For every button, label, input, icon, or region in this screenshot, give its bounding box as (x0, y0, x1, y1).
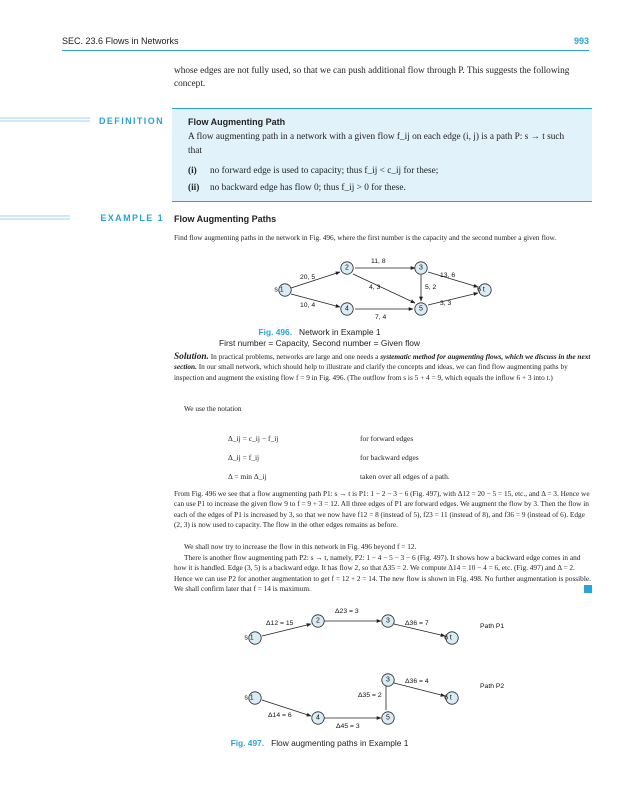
fig496-caption (0, 327, 639, 349)
definition-item-2-text: no backward edge has flow 0; thus f_ij > 0 for these. (210, 183, 406, 193)
example-title: Flow Augmenting Paths (174, 214, 277, 224)
notation-desc: taken over all edges of a path. (360, 472, 450, 481)
fig497-p1-node-3-label: 3 (386, 617, 390, 625)
fig496-edge-1-4 (291, 294, 340, 307)
end-of-proof-square (584, 585, 592, 593)
definition-item-1-num: (i) (188, 166, 197, 176)
fig497-p1-node-2-label: 2 (316, 617, 320, 625)
solution-paragraph-4: There is another flow augmenting path P2: s → t, namely, P2: 1 − 4 − 5 − 3 − 6 (Fig. 497). It shows how a backward edge comes in and how it is handled. Edge (3, 5) is a backward edge. It has flow 2, so that Δ35 = 2. We compute Δ14 = 10 − 4 = 6, etc. (Fig. 497) and Δ = 2. Hence we can use P2 for another augmentation to get f = 12 + 2 = 14. The new flow is shown in Fig. 498. No further augmentation is possible. We shall confirm later that f = 14 is maximum. (174, 553, 591, 594)
fig496-edge-1-2 (291, 272, 340, 288)
solution-paragraph-2: From Fig. 496 we see that a flow augmenting path P1: s → t is P1: 1 − 2 − 3 − 6 (Fig. 497), with Δ12 = 20 − 5 = 15, etc., and Δ = 3. Hence we can use P1 to increase the given flow 9 to f = 9 + 3 = 12. All three edges of P1 are forward edges. We augment the flow by 3. Then the flow in each of the edges of P1 is increased by 3, so that we now have f12 = 8 (instead of 5), f23 = 11 (instead of 8), and f36 = 9 (instead of 6). Edge (2, 3) is now used to capacity. The flow in the other edges remains as before. (174, 489, 590, 530)
definition-item-1-text: no forward edge is used to capacity; thus f_ij < c_ij for these; (210, 166, 439, 176)
fig497-p1-node-6-label: 6 t (444, 634, 452, 642)
intro-paragraph: whose edges are not fully used, so that we can push additional flow through P. This suggests the following concept. (174, 66, 570, 89)
fig496-label-2-3: 11, 8 (371, 258, 386, 265)
fig496-edge-5-6 (428, 293, 478, 305)
notation-eq: Δ = min Δ_ij (228, 472, 267, 481)
solution-label: Solution. (174, 352, 209, 362)
definition-label: DEFINITION (99, 116, 164, 126)
notation-desc: for forward edges (360, 434, 414, 443)
fig497-p1-node-1-label: s 1 (244, 634, 254, 642)
fig496-label-4-5: 7, 4 (375, 314, 387, 321)
notation-intro: We use the notation (184, 404, 242, 413)
fig496-node-6-label: 6 t (477, 286, 485, 294)
fig497-p2-node-5-label: 5 (386, 714, 390, 722)
fig497-caption (0, 738, 639, 749)
solution-lead-emphasis: systematic method for augmenting flows, which we discuss in the next section. (174, 352, 591, 372)
fig497-p2-label-3-5: Δ35 = 2 (358, 692, 382, 699)
fig497-p1-name: Path P1 (480, 623, 505, 630)
fig496-label-3-5: 5, 2 (425, 284, 437, 291)
fig497-p1-label-1-2: Δ12 = 15 (266, 620, 294, 627)
fig496-node-5-label: 5 (419, 305, 423, 313)
fig497-p2-label-4-5: Δ45 = 3 (336, 723, 360, 730)
fig497-p1-label-3-6: Δ36 = 7 (405, 620, 429, 627)
notation-eq: Δ_ij = c_ij − f_ij (228, 434, 279, 443)
definition-item-2-num: (ii) (188, 183, 200, 193)
fig496-label-5-6: 3, 3 (440, 300, 452, 307)
fig497-p2-node-6-label: 6 t (444, 694, 452, 702)
fig497-caption-title: Flow augmenting paths in Example 1 (271, 738, 409, 748)
fig496-node-4-label: 4 (345, 305, 349, 313)
notation-table (228, 429, 450, 486)
running-head: SEC. 23.6 Flows in Networks (62, 36, 179, 46)
notation-row (228, 448, 450, 467)
fig497-p2-name: Path P2 (480, 683, 505, 690)
page-number: 993 (573, 36, 589, 46)
definition-text: A flow augmenting path in a network with a given flow f_ij on each edge (i, j) is a path P: s → t such that (188, 132, 565, 156)
fig496-caption-title: Network in Example 1 (299, 327, 381, 337)
solution-paragraph-1 (174, 352, 592, 383)
notation-eq: Δ_ij = f_ij (228, 453, 260, 462)
solution-para1-rest: In our small network, which should help to illustrate and clarify the concepts and ideas, we can find flow augmenting paths by inspection and augment the existing flow f = 9 in Fig. 496. (The outflow from s is 5 + 4 = 9, which equals the inflow 6 + 3 into t.) (174, 362, 568, 382)
fig496-caption-label: Fig. 496. (258, 327, 293, 337)
fig496-label-1-4: 10, 4 (300, 302, 316, 309)
example-problem: Find flow augmenting paths in the network in Fig. 496, where the first number is the capacity and the second number a given flow. (174, 233, 557, 242)
solution-lead-start: In practical problems, networks are large and one needs a (210, 352, 379, 361)
fig497-p1-label-2-3: Δ23 = 3 (335, 608, 359, 615)
notation-row (228, 467, 450, 486)
fig497-p2-node-1-label: s 1 (244, 694, 254, 702)
notation-desc: for backward edges (360, 453, 419, 462)
fig496-node-1-label: s 1 (274, 286, 284, 294)
fig497-p2-label-1-4: Δ14 = 6 (268, 712, 292, 719)
fig496-edge-2-5 (353, 274, 415, 303)
fig496-label-2-5: 4, 3 (369, 284, 381, 291)
fig496-node-2-label: 2 (345, 264, 349, 272)
fig497-p2-node-3-label: 3 (386, 676, 390, 684)
fig496-label-1-2: 20, 5 (300, 274, 316, 281)
definition-title: Flow Augmenting Path (188, 117, 286, 127)
fig497-p2-node-4-label: 4 (316, 714, 320, 722)
fig497-p2-label-3-6: Δ36 = 4 (405, 678, 429, 685)
fig496-node-3-label: 3 (419, 264, 423, 272)
example-label: EXAMPLE 1 (100, 213, 164, 223)
fig496-caption-line2: First number = Capacity, Second number = Given flow (219, 338, 420, 348)
fig496-label-3-6: 13, 6 (440, 272, 456, 279)
notation-row (228, 429, 450, 448)
solution-paragraph-3: We shall now try to increase the flow in this network in Fig. 496 beyond f = 12. (184, 542, 417, 551)
fig497-caption-label: Fig. 497. (230, 738, 265, 748)
